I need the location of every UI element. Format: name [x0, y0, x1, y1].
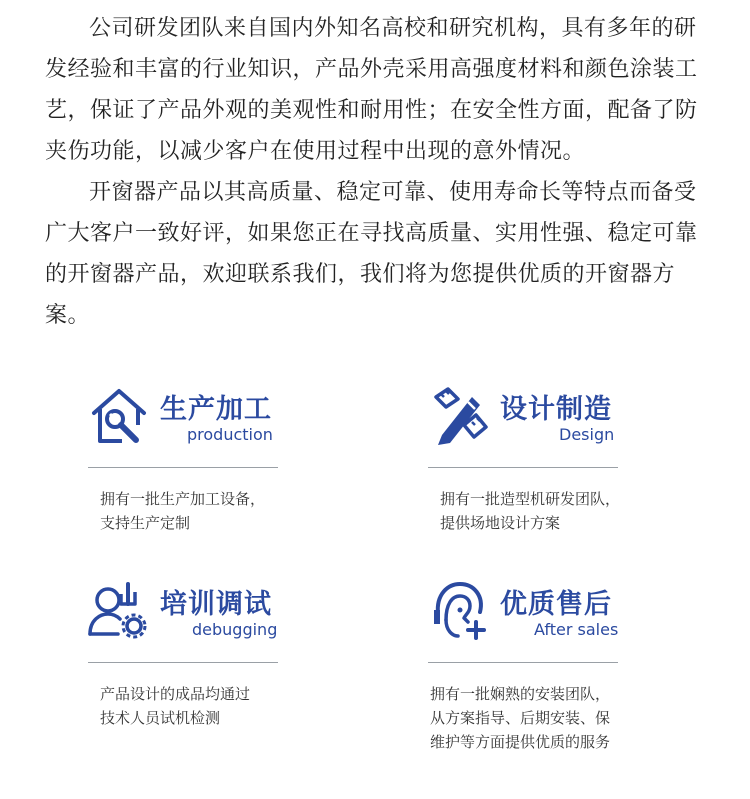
- feature-subtitle: production: [187, 425, 273, 444]
- feature-title: 设计制造: [500, 394, 612, 425]
- feature-description: 拥有一批生产加工设备， 支持生产定制: [100, 490, 266, 532]
- pencil-ruler-icon: [428, 385, 490, 447]
- intro-paragraph-1: 公司研发团队来自国内外知名高校和研究机构，具有多年的研发经验和丰富的行业知识，产品外壳采用高强度材料和颜色涂装工艺，保证了产品外观的美观性和耐用性；在安全性方面，配备了防夹伤功能，以减少客户在使用过程中出现的意外情况。: [45, 16, 698, 164]
- intro-text: [45, 8, 705, 336]
- divider: [88, 467, 278, 468]
- feature-description: 拥有一批娴熟的安装团队， 从方案指导、后期安装、保 维护等方面提供优质的服务: [430, 685, 611, 751]
- headset-plus-icon: [428, 580, 490, 642]
- feature-title: 培训调试: [160, 589, 272, 620]
- feature-subtitle: debugging: [192, 620, 278, 639]
- feature-subtitle: Design: [559, 425, 615, 444]
- intro-paragraph-2: 开窗器产品以其高质量、稳定可靠、使用寿命长等特点而备受广大客户一致好评，如果您正在寻找高质量、实用性强、稳定可靠的开窗器产品，欢迎联系我们，我们将为您提供优质的开窗器方案。: [45, 180, 698, 328]
- divider: [88, 662, 278, 663]
- divider: [428, 662, 618, 663]
- divider: [428, 467, 618, 468]
- feature-title: 生产加工: [160, 394, 272, 425]
- feature-title: 优质售后: [500, 589, 612, 620]
- feature-subtitle: After sales: [534, 620, 619, 639]
- feature-description: 拥有一批造型机研发团队， 提供场地设计方案: [440, 490, 621, 532]
- person-gear-icon: [88, 580, 150, 642]
- feature-description: 产品设计的成品均通过 技术人员试机检测: [100, 685, 251, 727]
- house-wrench-icon: [88, 385, 150, 447]
